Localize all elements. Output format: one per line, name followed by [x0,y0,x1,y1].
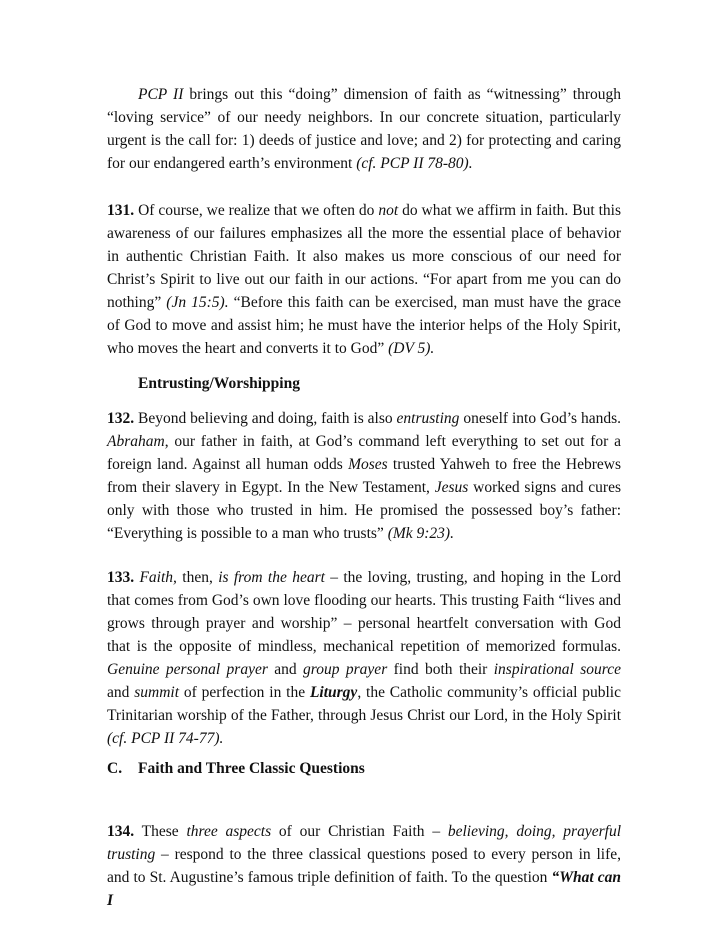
subheading-entrusting: Entrusting/Worshipping [138,375,300,392]
paragraph-131: 131. Of course, we realize that we often do not do what we affirm in faith. But this awareness of our failures emphasizes all the more the essential place of behavior in authentic Christian Faith. It also makes us more conscious of our need for Christ’s Spirit to live out our faith in our actions. “For apart from me you can do nothing” (Jn 15:5). “Before this faith can be exercised, man must have the grace of God to move and assist him; he must have the interior helps of the Holy Spirit, who moves the heart and converts it to God” (DV 5). [107,202,621,357]
paragraph-133: 133. Faith, then, is from the heart – the loving, trusting, and hoping in the Lord that comes from God’s own love flooding our hearts. This trusting Faith “lives and grows through prayer and worship” – personal heartfelt conversation with God that is the opposite of mindless, mechanical repetition of memorized formulas. Genuine personal prayer and group prayer find both their inspirational source and summit of perfection in the Liturgy, the Catholic community’s official public Trinitarian worship of the Father, through Jesus Christ our Lord, in the Holy Spirit (cf. PCP II 74-77). [107,569,621,747]
paragraph-number: 134. [107,823,135,840]
paragraph-intro: PCP II brings out this “doing” dimension of faith as “witnessing” through “loving service” of our needy neighbors. In our concrete situation, particularly urgent is the call for: 1) deeds of justice and love; and 2) for protecting and caring for our endangered earth’s environment (cf. PCP II 78-80). [107,86,621,172]
paragraph-number: 132. [107,410,135,427]
section-c-heading [107,757,621,780]
paragraph-132: 132. Beyond believing and doing, faith is also entrusting oneself into God’s hands. Abraham, our father in faith, at God’s command left everything to set out for a foreign land. Against all human odds Moses trusted Yahweh to free the Hebrews from their slavery in Egypt. In the New Testament, Jesus worked signs and cures only with those who trusted in him. He promised the possessed boy’s father: “Everything is possible to a man who trusts” (Mk 9:23). [107,410,621,542]
section-title: Faith and Three Classic Questions [138,760,365,777]
paragraph-number: 131. [107,202,135,219]
pcp-ii-reference: PCP II [138,86,184,103]
section-letter: C. [107,760,123,777]
paragraph-number: 133. [107,569,135,586]
paragraph-134: 134. These three aspects of our Christian Faith – believing, doing, prayerful trusting – respond to the three classical questions posed to every person in life, and to St. Augustine’s famous triple definition of faith. To the question “What can I [107,823,621,909]
